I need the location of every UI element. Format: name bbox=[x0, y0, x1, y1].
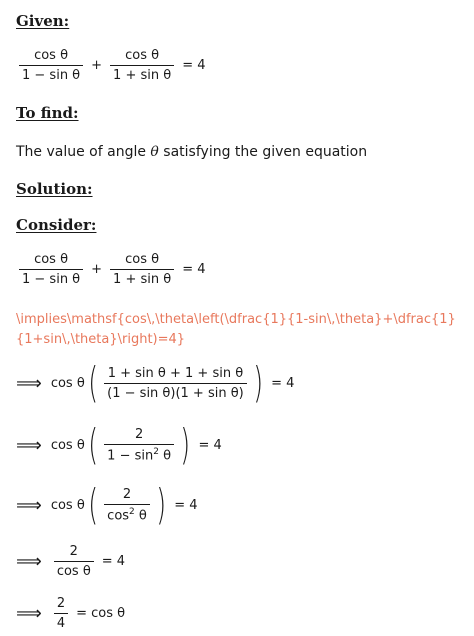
heading-consider: Consider: bbox=[16, 216, 97, 234]
implies-icon: ⟹ bbox=[16, 603, 41, 624]
given-equation: $\frac{\text{cos θ}}{\text{1 − sin θ}}$ + $\frac{\text{cos θ}}{\text{1 + sin θ}}$ = 4 bbox=[16, 48, 210, 83]
consider-equation: $\frac{\text{cos θ}}{\text{1 − sin θ}}$ + $\frac{\text{cos θ}}{\text{1 + sin θ}}$ = 4 bbox=[16, 252, 210, 287]
fraction-2: $\frac{\text{cos θ}}{\text{1 + sin θ}}$ bbox=[110, 252, 174, 287]
fraction-2: $\frac{\text{cos θ}}{\text{1 + sin θ}}$ bbox=[110, 48, 174, 83]
fraction: $\frac{\text{1 + sin θ + 1 + sin θ}}{\text{(1 − sin θ)(1 + sin θ)}}$ bbox=[104, 366, 247, 401]
implies-icon: ⟹ bbox=[16, 494, 41, 516]
heading-solution: Solution: bbox=[16, 180, 93, 198]
fraction: $\frac{2}{4}$ bbox=[54, 596, 68, 631]
fraction-1: $\frac{\text{cos θ}}{\text{1 − sin θ}}$ bbox=[19, 252, 83, 287]
step-4-equation: ⟹ $\frac{2}{\text{cos θ}}$ = 4 bbox=[16, 544, 126, 579]
unrendered-latex: \implies\mathsf{cos\,\theta\left(\dfrac{1}{1-sin\,\theta}+\dfrac{1}{1+sin\,\theta}\right)=4} bbox=[16, 312, 456, 347]
to-find-text: The value of angle θ satisfying the given equation bbox=[16, 144, 368, 160]
fraction: $\frac{2}{\text{cos θ}}$ bbox=[54, 544, 94, 579]
step-2-equation: ⟹ cos θ ( $\frac{2}{1 - \sin^2 \theta}$ ) = 4 bbox=[16, 420, 222, 469]
heading-to-find: To find: bbox=[16, 104, 79, 122]
fraction: $\frac{2}{1 - \sin^2 \theta}$ bbox=[104, 427, 174, 463]
fraction-1: $\frac{\text{cos θ}}{\text{1 − sin θ}}$ bbox=[19, 48, 83, 83]
fraction: $\frac{2}{\cos^2 \theta}$ bbox=[104, 487, 150, 523]
implies-icon: ⟹ bbox=[16, 551, 41, 572]
step-3-equation: ⟹ cos θ ( $\frac{2}{\cos^2 \theta}$ ) = 4 bbox=[16, 480, 198, 529]
step-5-equation: ⟹ $\frac{2}{4}$ = cos θ bbox=[16, 596, 126, 631]
implies-icon: ⟹ bbox=[16, 434, 41, 456]
implies-icon: ⟹ bbox=[16, 372, 41, 394]
step-1-equation: ⟹ cos θ ( $\frac{\text{1 + sin θ + 1 + sin θ}}{\text{(1 − sin θ)(1 + sin θ)}}$ ) = 4 bbox=[16, 358, 295, 407]
heading-given: Given: bbox=[16, 12, 70, 30]
